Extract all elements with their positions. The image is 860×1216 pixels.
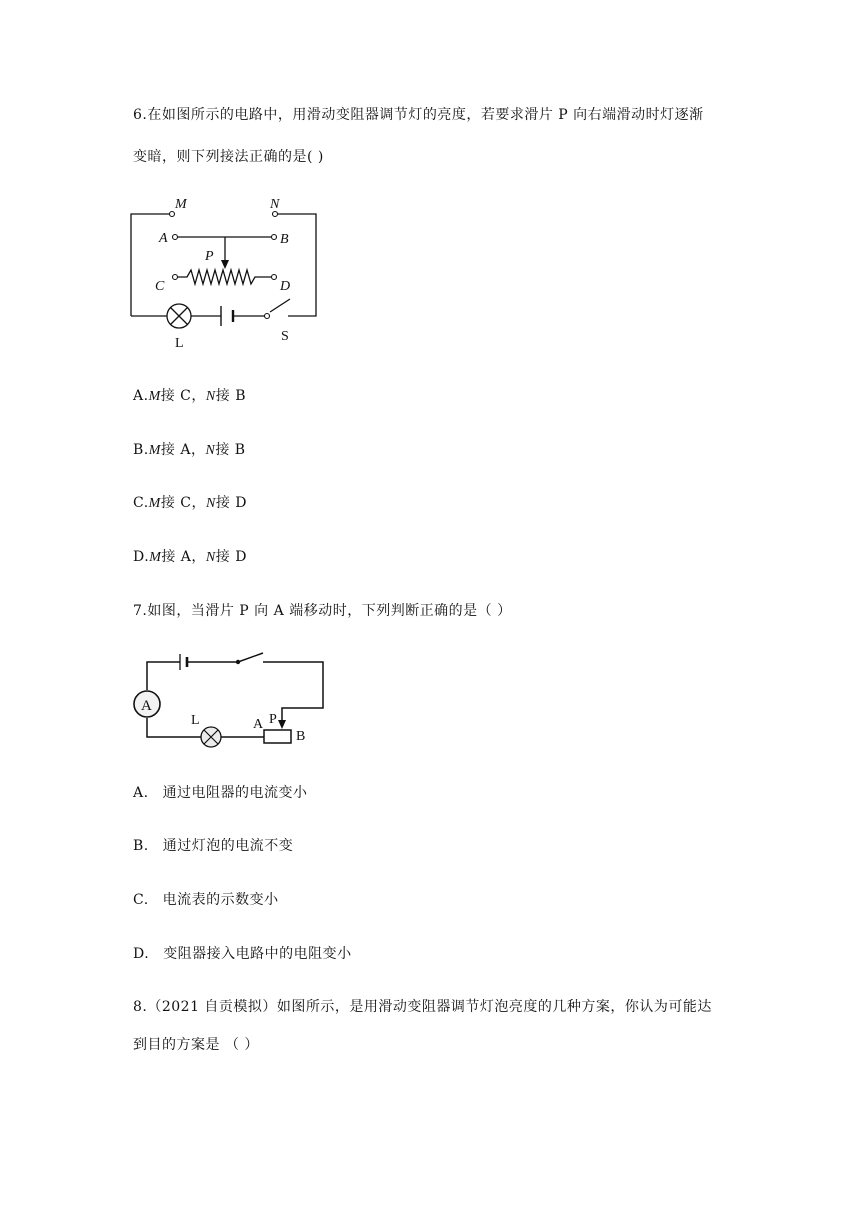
- q6-label-b: B: [280, 232, 289, 247]
- q7-option-b: [133, 835, 293, 855]
- q7-label-b: B: [296, 729, 306, 744]
- option-m-terminal: M: [149, 550, 162, 565]
- q6-label-p: P: [205, 249, 214, 264]
- q6-option-c: [133, 492, 247, 512]
- option-letter: C.: [133, 495, 149, 511]
- q6-label-d: D: [280, 279, 291, 294]
- q8-stem-line2: 到目的方案是 （ ）: [133, 1037, 259, 1053]
- option-letter: B.: [133, 838, 149, 854]
- option-letter: A.: [133, 785, 149, 801]
- q6-label-s: S: [281, 329, 289, 344]
- q7-option-a: [133, 782, 308, 802]
- option-letter: D.: [133, 549, 150, 565]
- q7-option-c: [133, 889, 279, 909]
- q6-circuit-diagram: [125, 192, 325, 351]
- option-m-terminal: M: [148, 389, 161, 404]
- option-mid: 接 A，: [161, 549, 206, 565]
- q6-stem-line1: 6.在如图所示的电路中，用滑动变阻器调节灯的亮度，若要求滑片 P 向右端滑动时灯逐渐: [133, 107, 704, 123]
- option-mid: 接 C，: [160, 388, 206, 404]
- option-mid: 接 A，: [160, 442, 206, 458]
- q7-ammeter-label: A: [141, 698, 152, 714]
- option-text: 电流表的示数变小: [162, 892, 279, 908]
- q6-option-b: [133, 439, 246, 459]
- q6-label-m: M: [175, 197, 187, 212]
- option-mid: 接 C，: [160, 495, 207, 511]
- option-text: 通过灯泡的电流不变: [162, 838, 294, 854]
- q6-option-d: [133, 546, 247, 566]
- option-end: 接 B: [215, 388, 246, 404]
- rheostat-icon: [264, 730, 291, 743]
- option-letter: C.: [133, 892, 149, 908]
- option-m-terminal: M: [148, 443, 161, 458]
- q7-label-p: P: [269, 712, 277, 727]
- q7-stem: 7.如图，当滑片 P 向 A 端移动时，下列判断正确的是（ ）: [133, 603, 512, 619]
- q6-label-a: A: [159, 231, 168, 246]
- q7-label-l: L: [191, 713, 200, 728]
- option-text: 通过电阻器的电流变小: [162, 785, 308, 801]
- option-n-terminal: N: [205, 389, 216, 404]
- option-n-terminal: N: [205, 550, 216, 565]
- q6-label-l: L: [175, 336, 184, 351]
- option-letter: D.: [133, 946, 150, 962]
- q6-stem-line2: 变暗，则下列接法正确的是( ): [133, 149, 324, 165]
- lamp-icon: [201, 727, 221, 747]
- option-text: 变阻器接入电路中的电阻变小: [163, 946, 352, 962]
- option-letter: B.: [133, 442, 149, 458]
- option-end: 接 D: [215, 495, 248, 511]
- q7-circuit-diagram: [130, 648, 330, 748]
- option-letter: A.: [133, 388, 149, 404]
- q6-label-c: C: [155, 279, 165, 294]
- q6-label-n: N: [270, 197, 280, 212]
- q7-label-a: A: [253, 717, 264, 732]
- q7-option-d: [133, 943, 352, 963]
- option-n-terminal: N: [205, 443, 216, 458]
- option-end: 接 B: [215, 442, 246, 458]
- option-n-terminal: N: [206, 496, 216, 511]
- option-m-terminal: M: [148, 496, 161, 511]
- q8-stem-line1: 8.（2021 自贡模拟）如图所示，是用滑动变阻器调节灯泡亮度的几种方案，你认为可能达: [133, 999, 712, 1015]
- option-end: 接 D: [215, 549, 247, 565]
- q6-option-a: [133, 385, 246, 405]
